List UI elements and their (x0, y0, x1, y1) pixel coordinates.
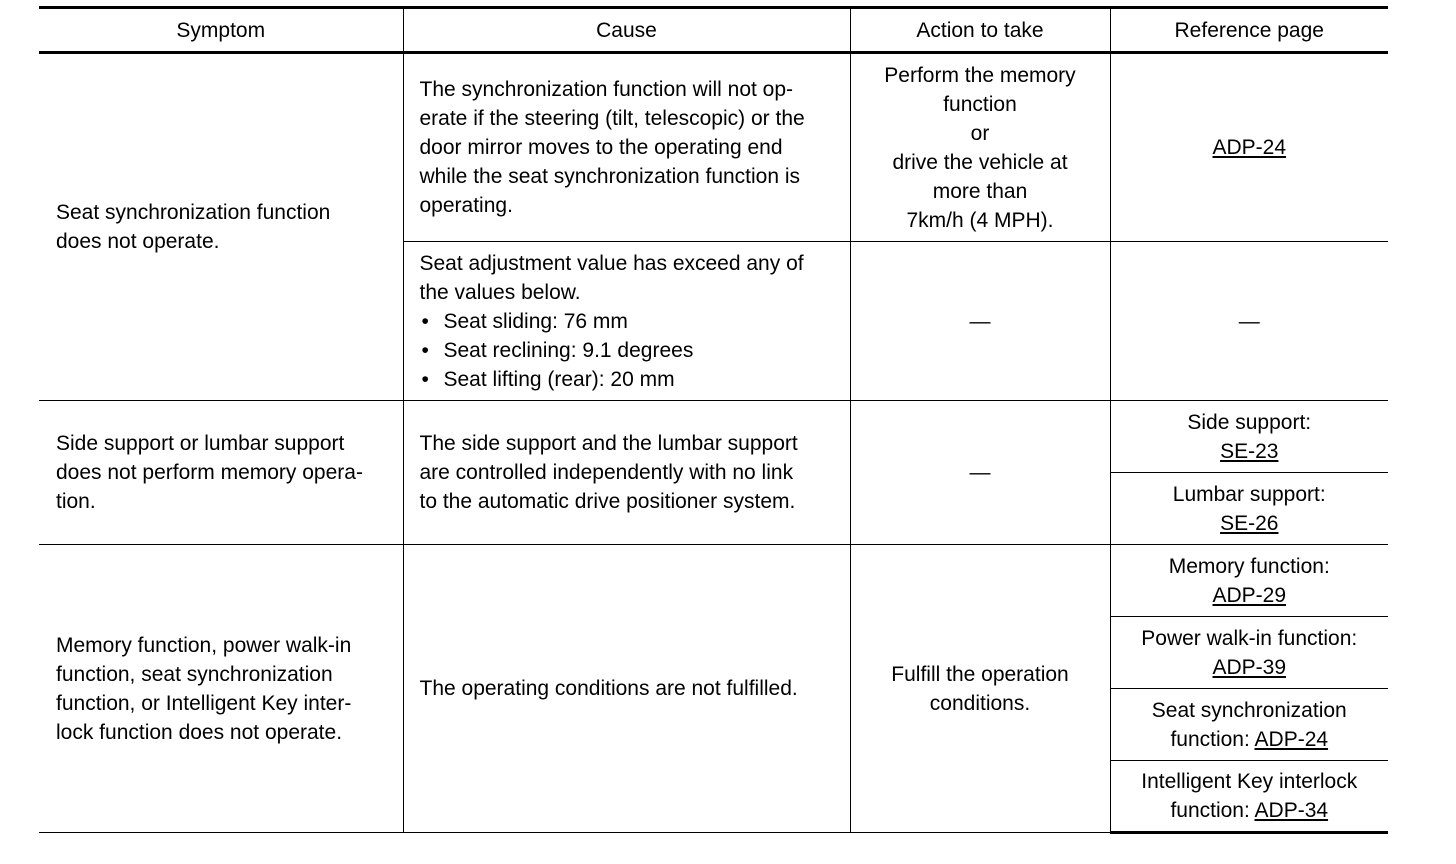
table-row (39, 53, 1388, 242)
reference-link[interactable]: SE-26 (1220, 511, 1279, 535)
reference-link[interactable]: ADP-24 (1212, 136, 1287, 159)
troubleshooting-table (39, 6, 1388, 834)
header-reference: Reference page (1110, 8, 1388, 53)
action-cell: — (850, 401, 1110, 545)
list-item: • Seat lifting (rear): 20 mm (420, 365, 842, 394)
reference-link[interactable]: ADP-39 (1212, 655, 1287, 679)
action-cell: Fulfill the operation conditions. (850, 545, 1110, 833)
header-action: Action to take (850, 8, 1110, 53)
list-item: • Seat sliding: 76 mm (420, 307, 842, 336)
reference-cell: Lumbar support: SE-26 (1110, 473, 1388, 545)
table-row (39, 401, 1388, 473)
list-item: • Seat reclining: 9.1 degrees (420, 336, 842, 365)
symptom-cell: Memory function, power walk-in function, seat synchronization function, or Intelligent Key inter- lock function does not operate. (39, 545, 403, 833)
table-row (39, 545, 1388, 617)
header-row (39, 8, 1388, 53)
reference-cell: Intelligent Key interlock function: ADP-34 (1110, 761, 1388, 833)
reference-link[interactable]: SE-23 (1220, 439, 1279, 463)
bullet-list (420, 307, 842, 394)
action-cell: — (850, 242, 1110, 401)
reference-cell (1110, 53, 1388, 242)
reference-cell: Side support: SE-23 (1110, 401, 1388, 473)
header-symptom: Symptom (39, 8, 403, 53)
reference-link[interactable]: ADP-29 (1212, 583, 1287, 607)
header-cause: Cause (403, 8, 850, 53)
reference-cell: Seat synchronization function: ADP-24 (1110, 689, 1388, 761)
symptom-cell: Side support or lumbar support does not perform memory opera- tion. (39, 401, 403, 545)
action-cell: Perform the memory function or drive the vehicle at more than 7km/h (4 MPH). (850, 53, 1110, 242)
reference-cell: — (1110, 242, 1388, 401)
reference-cell: Memory function: ADP-29 (1110, 545, 1388, 617)
reference-cell: Power walk-in function: ADP-39 (1110, 617, 1388, 689)
symptom-cell: Seat synchronization function does not operate. (39, 53, 403, 401)
reference-link[interactable]: ADP-24 (1254, 727, 1329, 751)
reference-link[interactable]: ADP-34 (1254, 799, 1329, 822)
cause-cell: The operating conditions are not fulfilled. (403, 545, 850, 833)
cause-cell: Seat adjustment value has exceed any of the values below. • Seat sliding: 76 mm • Seat reclining: 9.1 degrees • Seat lifting (rear): 20 mm (403, 242, 850, 401)
cause-cell: The synchronization function will not op- erate if the steering (tilt, telescopic) or the door mirror moves to the operating end while the seat synchronization function is operating. (403, 53, 850, 242)
cause-cell: The side support and the lumbar support are controlled independently with no link to the automatic drive positioner system. (403, 401, 850, 545)
